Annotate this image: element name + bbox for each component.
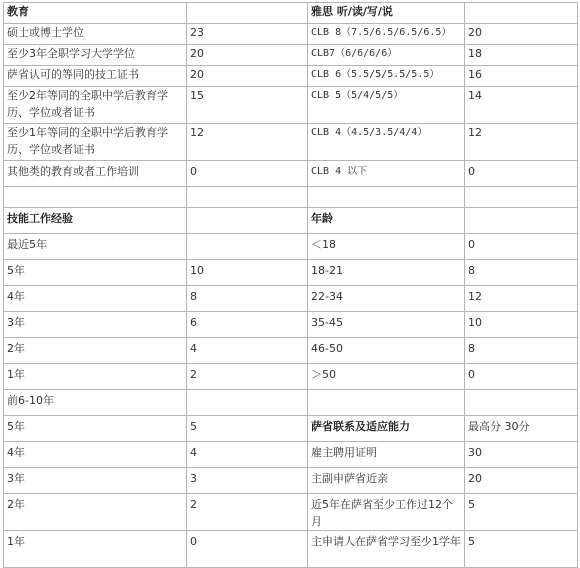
table-cell: 近5年在萨省至少工作过12个月 [308, 494, 465, 531]
table-cell: 14 [465, 87, 578, 124]
table-row [4, 442, 578, 468]
table-cell: 3年 [4, 312, 187, 338]
table-cell: 前6-10年 [4, 390, 187, 416]
table-cell [465, 3, 578, 24]
table-cell: 2年 [4, 338, 187, 364]
table-cell: 2 [187, 494, 308, 531]
table-row [4, 3, 578, 24]
table-cell: 23 [187, 24, 308, 45]
table-cell [187, 3, 308, 24]
table-cell: 6 [187, 312, 308, 338]
table-row [4, 87, 578, 124]
table-row [4, 124, 578, 161]
table-row [4, 260, 578, 286]
table-cell: 8 [465, 338, 578, 364]
section-header-age: 年龄 [308, 208, 465, 234]
table-cell [465, 390, 578, 416]
table-cell: 0 [187, 531, 308, 568]
table-cell: 10 [465, 312, 578, 338]
table-cell: 最高分 30分 [465, 416, 578, 442]
table-cell: 10 [187, 260, 308, 286]
table-cell: 46-50 [308, 338, 465, 364]
table-row [4, 45, 578, 66]
table-cell: 4年 [4, 286, 187, 312]
table-cell: 16 [465, 66, 578, 87]
table-row [4, 208, 578, 234]
table-cell: 至少1年等同的全职中学后教育学历、学位或者证书 [4, 124, 187, 161]
table-cell: 主副申萨省近亲 [308, 468, 465, 494]
table-cell: 2 [187, 364, 308, 390]
table-cell: CLB 5（5/4/5/5） [308, 87, 465, 124]
table-cell [187, 208, 308, 234]
section-header-language: 雅思 听/读/写/说 [308, 3, 465, 24]
table-cell [308, 390, 465, 416]
table-cell: 5 [465, 531, 578, 568]
table-cell: CLB 6（5.5/5/5.5/5.5） [308, 66, 465, 87]
table-cell [4, 187, 187, 208]
table-cell: 15 [187, 87, 308, 124]
table-cell: 0 [465, 234, 578, 260]
table-cell: 至少2年等同的全职中学后教育学历、学位或者证书 [4, 87, 187, 124]
section-header-adaptability: 萨省联系及适应能力 [308, 416, 465, 442]
table-cell: 8 [187, 286, 308, 312]
table-row [4, 494, 578, 531]
table-cell: CLB 4 以下 [308, 161, 465, 187]
table-cell: 35-45 [308, 312, 465, 338]
table-cell: 1年 [4, 364, 187, 390]
table-cell: 1年 [4, 531, 187, 568]
table-cell: 3年 [4, 468, 187, 494]
table-row [4, 468, 578, 494]
table-row [4, 66, 578, 87]
table-cell [308, 187, 465, 208]
table-cell: CLB 8（7.5/6.5/6.5/6.5） [308, 24, 465, 45]
table-row [4, 286, 578, 312]
table-row [4, 338, 578, 364]
table-row [4, 187, 578, 208]
table-cell: CLB7（6/6/6/6） [308, 45, 465, 66]
table-row [4, 234, 578, 260]
points-table [3, 2, 578, 568]
table-cell: 3 [187, 468, 308, 494]
table-cell: 5 [187, 416, 308, 442]
table-cell: 20 [187, 66, 308, 87]
table-cell: 5 [465, 494, 578, 531]
table-cell: 0 [465, 364, 578, 390]
section-header-education: 教育 [4, 3, 187, 24]
table-cell [187, 187, 308, 208]
table-row [4, 364, 578, 390]
table-cell: 最近5年 [4, 234, 187, 260]
table-cell: ＞50 [308, 364, 465, 390]
table-cell: 30 [465, 442, 578, 468]
table-cell: 其他类的教育或者工作培训 [4, 161, 187, 187]
table-row [4, 531, 578, 568]
table-cell: 18-21 [308, 260, 465, 286]
table-cell: 22-34 [308, 286, 465, 312]
section-header-experience: 技能工作经验 [4, 208, 187, 234]
table-cell: 0 [187, 161, 308, 187]
table-cell: 0 [465, 161, 578, 187]
table-cell: 4 [187, 442, 308, 468]
table-row [4, 390, 578, 416]
table-cell: 萨省认可的等同的技工证书 [4, 66, 187, 87]
table-cell: 雇主聘用证明 [308, 442, 465, 468]
table-cell: 至少3年全职学习大学学位 [4, 45, 187, 66]
table-row [4, 416, 578, 442]
table-cell: 20 [465, 24, 578, 45]
table-cell: 12 [465, 124, 578, 161]
table-container [3, 2, 577, 568]
table-cell: 主申请人在萨省学习至少1学年 [308, 531, 465, 568]
table-cell [187, 234, 308, 260]
table-cell: ＜18 [308, 234, 465, 260]
table-cell: 5年 [4, 260, 187, 286]
table-cell [465, 187, 578, 208]
table-cell: 8 [465, 260, 578, 286]
table-cell: 4 [187, 338, 308, 364]
table-cell: CLB 4（4.5/3.5/4/4） [308, 124, 465, 161]
table-cell: 2年 [4, 494, 187, 531]
table-cell: 硕士或博士学位 [4, 24, 187, 45]
table-cell: 20 [465, 468, 578, 494]
table-cell [465, 208, 578, 234]
table-row [4, 312, 578, 338]
table-cell: 20 [187, 45, 308, 66]
table-cell [187, 390, 308, 416]
table-cell: 12 [187, 124, 308, 161]
table-cell: 12 [465, 286, 578, 312]
table-cell: 18 [465, 45, 578, 66]
table-row [4, 24, 578, 45]
table-row [4, 161, 578, 187]
table-cell: 4年 [4, 442, 187, 468]
table-cell: 5年 [4, 416, 187, 442]
